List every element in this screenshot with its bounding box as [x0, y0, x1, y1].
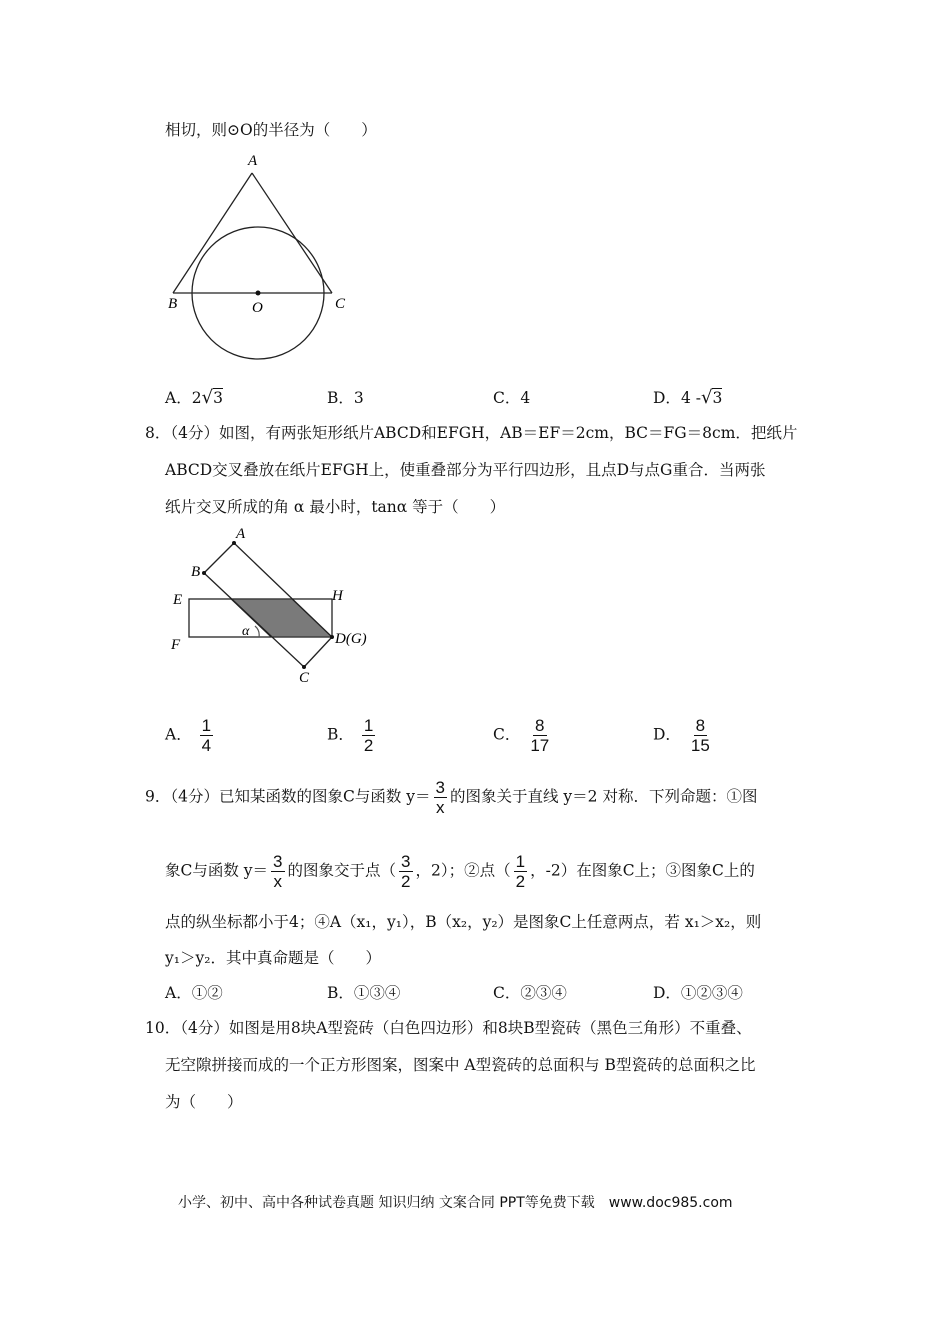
q10-line-2: 无空隙拼接而成的一个正方形图案，图案中 A型瓷砖的总面积与 B型瓷砖的总面积之比	[165, 1056, 756, 1074]
option-letter: B．	[327, 725, 354, 744]
option-letter: A．	[165, 389, 192, 407]
option-letter: A．	[165, 725, 192, 744]
q9-line-2-part-2: 的图象交于点（	[287, 861, 397, 880]
q7-label-a: A	[248, 153, 258, 169]
q8-line-1: 8．（4分）如图，有两张矩形纸片ABCD和EFGH，AB＝EF＝2cm，BC＝FG＝8cm．把纸片	[145, 424, 798, 442]
q8-label-b: B	[191, 564, 201, 580]
q9-line-2-part-4: ，-2）在图象C上；③图象C上的	[530, 861, 755, 880]
q7-option-c	[493, 388, 530, 408]
fraction-denominator: 17	[530, 736, 550, 755]
fraction-denominator: 2	[515, 872, 526, 891]
option-radicand: 3	[213, 389, 223, 407]
q8-label-alpha: α	[242, 624, 250, 639]
q9-line-1-start: 9．（4分）已知某函数的图象C与函数 y＝	[145, 787, 431, 806]
q8-figure	[165, 525, 395, 690]
fraction-denominator: 2	[363, 736, 374, 755]
q7-label-o: O	[252, 300, 263, 316]
fraction-numerator: 8	[535, 716, 545, 735]
option-letter: C．	[493, 389, 521, 407]
q9-line-3: 点的纵坐标都小于4；④A（x₁，y₁），B（x₂，y₂）是图象C上任意两点，若 x₁＞x₂，则	[165, 913, 762, 931]
q7-label-b: B	[168, 296, 178, 312]
fraction-denominator: x	[273, 872, 283, 891]
option-fraction	[362, 716, 375, 755]
sqrt-sign-icon: √	[700, 387, 713, 408]
q8-label-a: A	[236, 526, 246, 542]
q8-option-d	[653, 716, 715, 755]
q9-option-a: A．①②	[165, 984, 223, 1002]
option-radicand: 3	[712, 389, 723, 407]
option-value: 4	[520, 389, 531, 407]
q9-line-2-part-3: ，2）；②点（	[415, 861, 511, 880]
q8-label-e: E	[173, 592, 183, 608]
q9-line-1-end: 的图象关于直线 y＝2 对称．下列命题：①图	[450, 787, 758, 806]
q10-line-1: 10．（4分）如图是用8块A型瓷砖（白色四边形）和8块B型瓷砖（黑色三角形）不重叠、	[145, 1019, 752, 1037]
q10-line-3: 为（ ）	[165, 1093, 243, 1111]
fraction-denominator: x	[436, 798, 445, 817]
q8-option-c	[493, 716, 554, 755]
q7-option-a	[165, 388, 223, 408]
option-prefix: 4 -	[680, 389, 701, 407]
q9-option-b: B．①③④	[327, 984, 401, 1002]
fraction-denominator: 4	[201, 736, 212, 755]
q8-label-f: F	[171, 637, 181, 653]
q9-line-1	[145, 778, 757, 817]
fraction-numerator: 1	[363, 716, 374, 735]
option-letter: D．	[653, 389, 681, 407]
q9-line-2	[165, 852, 755, 891]
q9-fraction-3-over-x-2	[271, 852, 284, 891]
sqrt-sign-icon: √	[201, 387, 214, 408]
fraction-numerator: 3	[435, 778, 445, 797]
q8-label-c: C	[299, 670, 310, 686]
option-fraction	[200, 716, 213, 755]
q8-line-2: ABCD交叉叠放在纸片EFGH上，使重叠部分为平行四边形，且点D与点G重合．当两张	[165, 461, 766, 479]
q7-figure	[160, 145, 360, 385]
q9-point-2-fraction	[514, 852, 527, 891]
fraction-numerator: 1	[515, 852, 526, 871]
page-footer: 小学、初中、高中各种试卷真题 知识归纳 文案合同 PPT等免费下载 www.doc985.com	[178, 1195, 733, 1211]
option-letter: C．	[493, 725, 521, 744]
option-letter: D．	[653, 725, 681, 744]
q7-tail-text: 相切，则⊙O的半径为（ ）	[165, 121, 377, 139]
option-value: 3	[353, 389, 364, 407]
fraction-numerator: 8	[695, 716, 706, 735]
option-letter: B．	[327, 389, 354, 407]
q9-point-1-fraction	[399, 852, 412, 891]
q9-fraction-3-over-x	[434, 778, 447, 817]
fraction-numerator: 3	[401, 852, 411, 871]
q8-line-3: 纸片交叉所成的角 α 最小时，tanα 等于（ ）	[165, 498, 506, 516]
q9-line-2-part-1: 象C与函数 y＝	[165, 861, 269, 880]
q8-label-h: H	[332, 588, 343, 604]
q9-option-c: C．②③④	[493, 984, 567, 1002]
q7-option-b	[327, 388, 364, 408]
option-fraction	[528, 716, 551, 755]
q7-label-c: C	[335, 296, 346, 312]
q8-option-a	[165, 716, 216, 755]
q7-option-d	[653, 388, 722, 408]
option-coef: 2	[191, 389, 202, 407]
q8-option-b	[327, 716, 378, 755]
fraction-numerator: 1	[201, 716, 212, 735]
q8-label-dg: D(G)	[335, 631, 367, 647]
fraction-numerator: 3	[273, 852, 283, 871]
fraction-denominator: 15	[690, 736, 710, 755]
q9-line-4: y₁＞y₂．其中真命题是（ ）	[165, 949, 381, 967]
fraction-denominator: 2	[401, 872, 411, 891]
q9-option-d: D．①②③④	[653, 984, 743, 1002]
option-fraction	[689, 716, 712, 755]
